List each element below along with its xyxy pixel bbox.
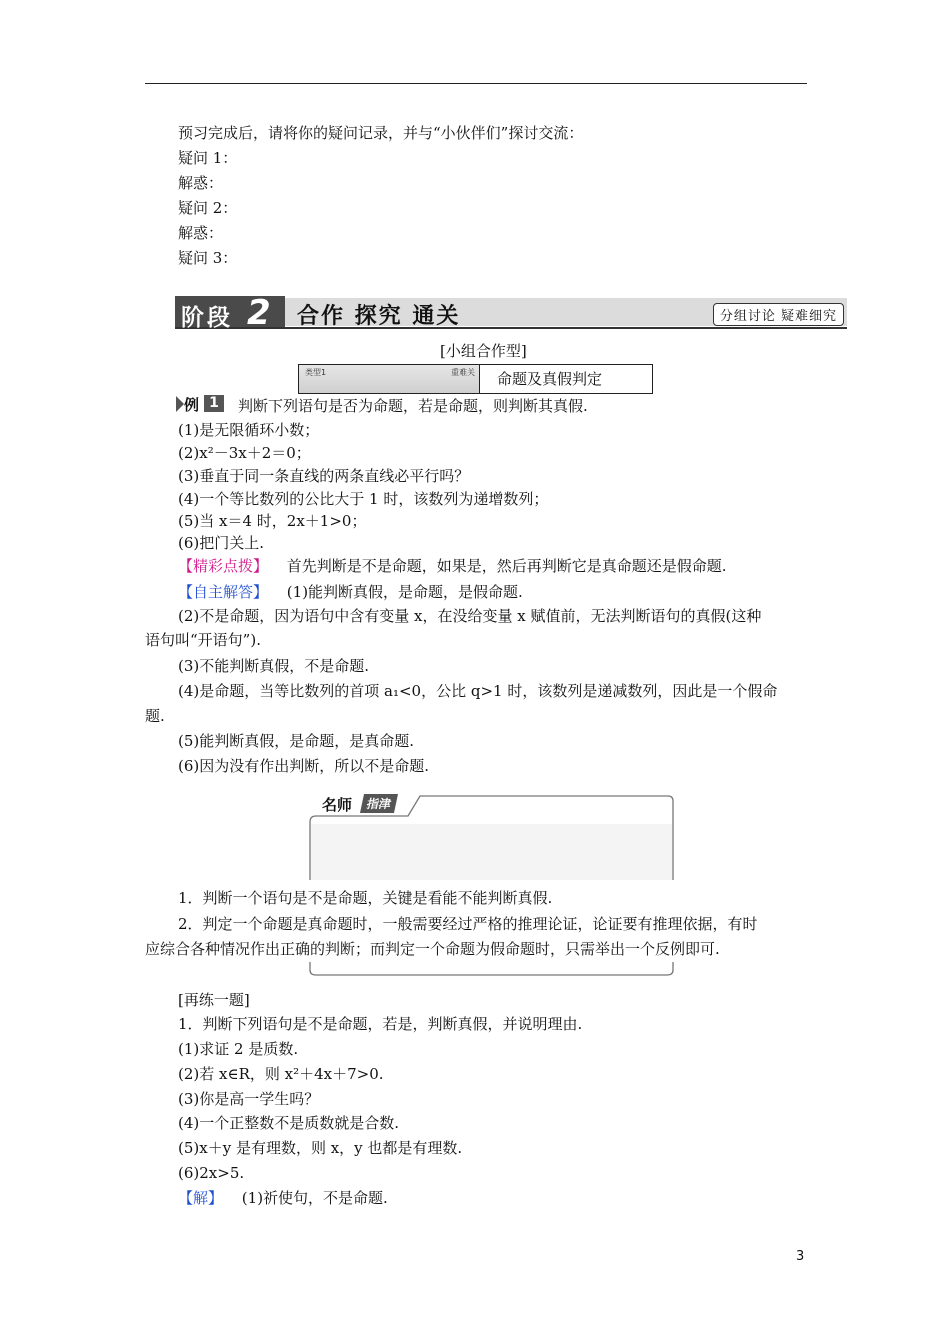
practice-answer-label: 【解】	[178, 1189, 224, 1207]
solution-text-1: (1)能判断真假，是命题，是假命题.	[286, 583, 523, 601]
teacher-title: 名师	[322, 796, 353, 814]
answer-1: 解惑：	[178, 174, 224, 192]
solution-line-2b: 语句叫“开语句”).	[145, 631, 261, 649]
question-3: 疑问 3：	[178, 249, 238, 267]
example-item-5: (5)当 x＝4 时，2x＋1>0；	[178, 512, 367, 530]
type-small-right: 重难关	[451, 368, 475, 377]
practice-prompt: 1．判断下列语句是不是命题，若是，判断真假，并说明理由.	[178, 1015, 583, 1033]
example-item-1: (1)是无限循环小数；	[178, 421, 320, 439]
stage-tag: 分组讨论 疑难细究	[713, 303, 844, 326]
practice-item-1: (1)求证 2 是质数.	[178, 1040, 299, 1058]
question-1: 疑问 1：	[178, 149, 238, 167]
question-2: 疑问 2：	[178, 199, 238, 217]
practice-item-3: (3)你是高一学生吗？	[178, 1090, 320, 1108]
hint-text: 首先判断是不是命题，如果是，然后再判断它是真命题还是假命题.	[286, 557, 727, 575]
solution-line-5: (5)能判断真假，是命题，是真命题.	[178, 732, 415, 750]
example-item-4: (4)一个等比数列的公比大于 1 时，该数列为递增数列；	[178, 490, 549, 508]
stage-label: 阶段	[181, 305, 233, 331]
solution-line-4b: 题.	[145, 707, 165, 725]
stage-block	[175, 293, 285, 333]
solution-line-6: (6)因为没有作出判断，所以不是命题.	[178, 757, 430, 775]
solution-line-4a: (4)是命题，当等比数列的首项 a₁<0，公比 q>1 时，该数列是递减数列，因此是一个假命	[178, 682, 778, 700]
solution-line-3: (3)不能判断真假，不是命题.	[178, 657, 370, 675]
stage-number: 2	[247, 293, 271, 333]
practice-item-5: (5)x＋y 是有理数，则 x，y 也都是有理数.	[178, 1139, 463, 1157]
example-prompt: 判断下列语句是否为命题，若是命题，则判断其真假.	[238, 397, 588, 415]
group-type-heading: [小组合作型]	[440, 342, 527, 360]
page-number: 3	[796, 1249, 805, 1264]
stage-title: 合作 探究 通关	[297, 304, 461, 329]
hint-label: 【精彩点拨】	[178, 557, 269, 575]
teacher-box-bottom	[308, 960, 675, 980]
header-rule	[145, 83, 807, 84]
answer-2: 解惑：	[178, 224, 224, 242]
teacher-point-2a: 2．判定一个命题是真命题时，一般需要经过严格的推理论证，论证要有推理依据，有时	[178, 915, 758, 933]
stage-banner	[175, 293, 847, 333]
teacher-point-1: 1．判断一个语句是不是命题，关键是看能不能判断真假.	[178, 889, 553, 907]
example-item-6: (6)把门关上.	[178, 534, 265, 552]
example-badge	[176, 394, 224, 414]
practice-heading: [再练一题]	[178, 991, 250, 1009]
solution-label: 【自主解答】	[178, 583, 269, 601]
teacher-point-2b: 应综合各种情况作出正确的判断；而判定一个命题为假命题时，只需举出一个反例即可.	[145, 940, 720, 958]
hint-line	[178, 556, 727, 576]
type-small-left: 类型1	[305, 368, 327, 377]
teacher-box	[308, 792, 675, 880]
example-item-2: (2)x²－3x＋2＝0；	[178, 444, 311, 462]
practice-item-4: (4)一个正整数不是质数就是合数.	[178, 1114, 400, 1132]
practice-item-6: (6)2x>5.	[178, 1164, 245, 1182]
solution-line-1	[178, 582, 523, 602]
solution-line-2a: (2)不是命题，因为语句中含有变量 x，在没给变量 x 赋值前，无法判断语句的真假(这种	[178, 607, 762, 625]
type-box	[298, 364, 653, 394]
example-badge-text: 例	[184, 396, 200, 414]
preview-intro: 预习完成后，请将你的疑问记录，并与“小伙伴们”探讨交流：	[178, 124, 584, 142]
example-item-3: (3)垂直于同一条直线的两条直线必平行吗？	[178, 467, 470, 485]
type-label: 命题及真假判定	[497, 370, 603, 388]
teacher-tag: 指津	[360, 794, 398, 813]
practice-item-2: (2)若 x∈R，则 x²＋4x＋7>0.	[178, 1065, 384, 1083]
example-badge-number: 1	[204, 395, 224, 412]
practice-answer-text: (1)祈使句，不是命题.	[241, 1189, 388, 1207]
example-arrow-icon	[176, 396, 184, 412]
practice-answer-line	[178, 1188, 388, 1208]
